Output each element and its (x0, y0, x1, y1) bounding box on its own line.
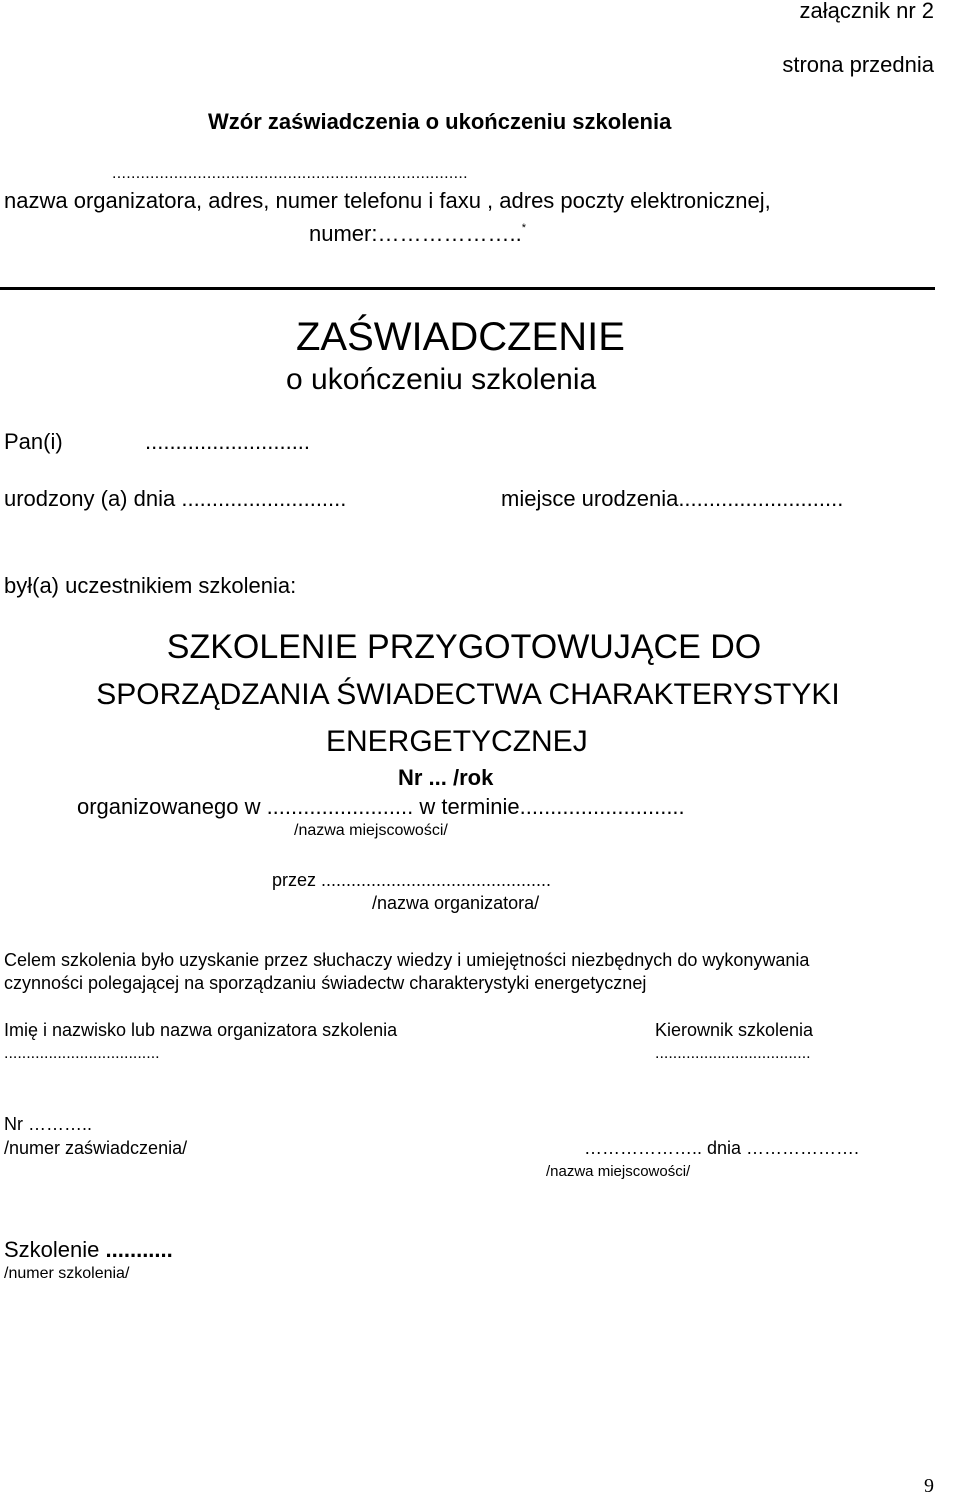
birth-place-line (501, 488, 843, 510)
participant-label: był(a) uczestnikiem szkolenia: (4, 573, 297, 598)
organizer-signature-dots: ................................... (4, 1045, 160, 1062)
course-name-line2: SPORZĄDZANIA ŚWIADECTWA CHARAKTERYSTYKI (96, 678, 840, 711)
organizer-caption: /nazwa organizatora/ (372, 893, 540, 913)
organizer-number-line (309, 223, 526, 245)
organizer-info-line: nazwa organizatora, adres, numer telefonu i faxu , adres poczty elektronicznej, (4, 188, 771, 213)
training-number-line (4, 1239, 173, 1261)
course-number: Nr ... /rok (398, 765, 494, 790)
organizer-dots: ........................................................................... (112, 165, 468, 182)
certificate-number-caption: /numer zaświadczenia/ (4, 1138, 188, 1158)
certificate-subtitle: o ukończeniu szkolenia (286, 363, 597, 396)
purpose-line2: czynności polegającej na sporządzaniu świadectw charakterystyki energetycznej (4, 973, 647, 993)
purpose-line1: Celem szkolenia było uzyskanie przez słuchaczy wiedzy i umiejętności niezbędnych do wykonywania (4, 950, 810, 970)
footnote-mark: * (521, 222, 526, 234)
attachment-label: załącznik nr 2 (799, 0, 934, 23)
certificate-title: ZAŚWIADCZENIE (296, 315, 625, 359)
course-name-line3: ENERGETYCZNEJ (326, 725, 588, 758)
template-title: Wzór zaświadczenia o ukończeniu szkolenia (208, 109, 672, 134)
birth-place-dots: ........................... (678, 486, 844, 511)
course-name-line1: SZKOLENIE PRZYGOTOWUJĄCE DO (166, 628, 762, 666)
name-dots: ........................... (145, 429, 311, 454)
organizer-signature-label: Imię i nazwisko lub nazwa organizatora szkolenia (4, 1020, 398, 1040)
birth-date-dots: ........................... (181, 486, 347, 511)
training-number-caption: /numer szkolenia/ (4, 1265, 130, 1282)
certificate-number: Nr ……….. (4, 1114, 92, 1134)
birth-place-label: miejsce urodzenia (501, 486, 679, 511)
training-label: Szkolenie (4, 1237, 100, 1262)
header-divider (0, 287, 935, 290)
place-caption: /nazwa miejscowości/ (294, 822, 448, 839)
page-side-label: strona przednia (782, 52, 934, 77)
issue-place-date: ……………….. dnia ………………. (584, 1138, 860, 1158)
training-dots: ........... (105, 1237, 173, 1262)
birth-date-line (4, 488, 346, 510)
manager-signature-dots: ................................... (655, 1045, 811, 1062)
organizer-number-label: numer:……………….. (309, 221, 522, 246)
page-number: 9 (924, 1475, 934, 1497)
issue-place-caption: /nazwa miejscowości/ (546, 1163, 691, 1180)
manager-signature-label: Kierownik szkolenia (655, 1020, 814, 1040)
name-label: Pan(i) (4, 429, 63, 454)
organized-by-line: przez .............................................. (272, 870, 552, 890)
organized-in-line: organizowanego w ........................ w terminie........................... (77, 794, 685, 819)
birth-date-label: urodzony (a) dnia (4, 486, 176, 511)
